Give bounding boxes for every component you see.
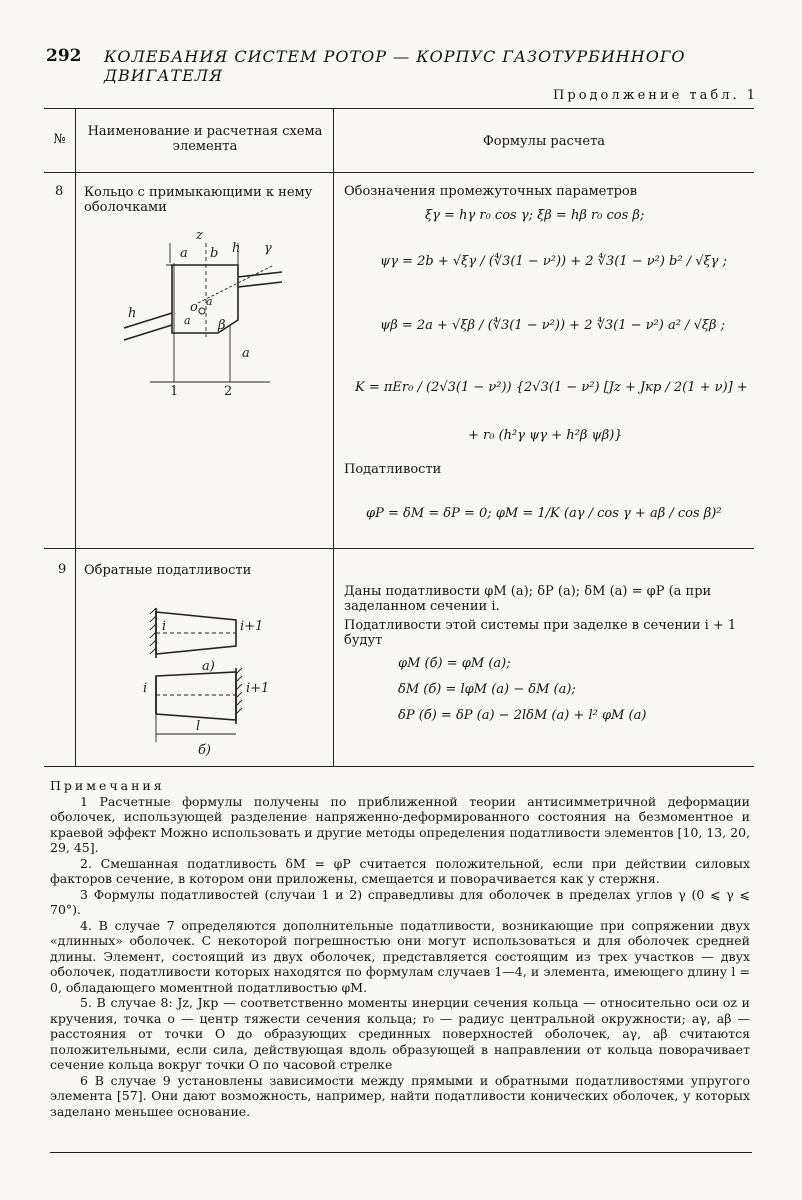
- note-1: 1 Расчетные формулы получены по приближенной теории антисимметричной деформации оболочек, использующей разделение напряженно-деформированного состояния на безмоментное и краевой эффект Можно использовать и другие методы определения податливости элементов [10, 13, 20, 29, 45].: [50, 793, 750, 855]
- row-9-formula-delta-p: δP (б) = δP (a) − 2lδM (a) + l² φM (a): [398, 708, 647, 723]
- row-8-compliance-title: Податливости: [344, 462, 442, 477]
- label-a-beta: a: [184, 314, 191, 327]
- running-title: КОЛЕБАНИЯ СИСТЕМ РОТОР — КОРПУС ГАЗОТУРБИННОГО ДВИГАТЕЛЯ: [104, 47, 686, 85]
- row-9-formula-delta-m: δM (б) = lφM (a) − δM (a);: [398, 682, 576, 697]
- label-h-gamma: h: [232, 241, 241, 256]
- label-case-b: б): [198, 743, 212, 758]
- note-3: 3 Формулы податливостей (случаи 1 и 2) справедливы для оболочек в пределах углов γ (0 ⩽ γ ⩽ 70°).: [50, 886, 750, 917]
- row-8-formula-k-tail: + r₀ (h²γ ψγ + h²β ψβ)}: [468, 428, 623, 443]
- label-a-gamma: a: [206, 295, 213, 308]
- row-8-formula-xi: ξγ = hγ r₀ cos γ; ξβ = hβ r₀ cos β;: [425, 208, 645, 223]
- note-4: 4. В случае 7 определяются дополнительные податливости, возникающие при сопряжении двух «длинных» оболочек. С некоторой погрешностью они могут использоваться и для оболочек средней длины. Элемент, состоящий из двух оболочек, представляется состоящим из трех участков — двух оболочек, податливости которых находятся по формулам случаев 1—4, и элемента, имеющего длину l = 0, обладающего моментной податливостью φM.: [50, 917, 750, 995]
- row-divider: [44, 548, 754, 549]
- row-9-formula-phi: φM (б) = φM (a);: [398, 656, 511, 671]
- label-i-a: i: [162, 619, 167, 634]
- row-8-formula-psi-beta: ψβ = 2a + √ξβ / (∜3(1 − ν²)) + 2 ∜3(1 − ν²) a² / √ξβ ;: [380, 318, 726, 333]
- notes-section: [50, 778, 750, 1119]
- note-2: 2. Смешанная податливость δM = φP считается положительной, если при действии силовых факторов сечение, в котором они приложены, смещается и поворачивается как у стержня.: [50, 855, 750, 886]
- label-b: b: [210, 246, 219, 261]
- notes-title: Примечания: [50, 778, 165, 793]
- column-divider-2: [333, 108, 334, 766]
- table-continuation: Продолжение табл. 1: [553, 88, 758, 103]
- row-9-name: Обратные податливости: [84, 563, 252, 578]
- page-number: 292: [46, 46, 82, 66]
- ring-shell-diagram: [110, 225, 310, 400]
- label-section-1: 1: [170, 384, 179, 399]
- label-h-beta: h: [128, 306, 137, 321]
- column-divider-1: [75, 108, 76, 766]
- reverse-compliance-diagram: [140, 600, 280, 760]
- row-8-formula-psi-gamma: ψγ = 2b + √ξγ / (∜3(1 − ν²)) + 2 ∜3(1 − ν²) b² / √ξγ ;: [380, 254, 727, 269]
- label-case-a: а): [202, 659, 215, 674]
- label-i1-a: i+1: [240, 619, 264, 634]
- note-5: 5. В случае 8: Jz, Jкр — соответственно моменты инерции сечения кольца — относительно оси oz и кручения, точка o — центр тяжести сечения кольца; r₀ — радиус центральной окружности; aγ, aβ — расстояния от точки O до образующих срединных поверхностей оболочек, aγ, aβ считаются положительными, если сила, действующая вдоль образующей в направлении от кольца поворачивает сечение кольца вокруг точки O по часовой стрелке: [50, 995, 750, 1072]
- label-o: o: [190, 300, 198, 315]
- row-8-number: 8: [55, 184, 64, 199]
- row-8-intro: Обозначения промежуточных параметров: [344, 184, 638, 199]
- table-top-rule: [44, 108, 754, 109]
- label-a: a: [180, 246, 188, 261]
- label-z: z: [196, 228, 203, 243]
- header-bottom-rule: [44, 172, 754, 173]
- row-9-given: Даны податливости φM (a); δP (a); δM (a) = φP (a при заделанном сечении i.: [344, 584, 712, 614]
- row-8-name: Кольцо с примыкающими к нему оболочками: [84, 185, 313, 215]
- row-9-number: 9: [58, 562, 67, 577]
- bottom-rule: [50, 1152, 752, 1153]
- col-header-name: Наименование и расчетная схема элемента: [87, 124, 323, 154]
- col-header-number: №: [53, 132, 66, 147]
- note-6: 6 В случае 9 установлены зависимости между прямыми и обратными податливостями упругого элемента [57]. Они дают возможность, например, найти податливости конических оболочек, у которых заделано меньшее основание.: [50, 1072, 750, 1119]
- row-8-formula-k: K = πEr₀ / (2√3(1 − ν²)) {2√3(1 − ν²) [Jz + Jкр / 2(1 + ν)] +: [355, 380, 748, 395]
- table-bottom-rule: [44, 766, 754, 767]
- row-9-given-2: Податливости этой системы при заделке в сечении i + 1 будут: [344, 618, 737, 648]
- label-length: l: [196, 719, 201, 734]
- label-a-dim: a: [242, 346, 250, 361]
- label-gamma: γ: [264, 241, 272, 256]
- col-header-formulas: Формулы расчета: [482, 134, 606, 149]
- label-section-2: 2: [224, 384, 233, 399]
- label-i-b: i: [143, 681, 148, 696]
- row-8-formula-phi: φP = δM = δP = 0; φM = 1/K (aγ / cos γ + aβ / cos β)²: [366, 506, 722, 521]
- label-beta: β: [218, 318, 226, 333]
- label-i1-b: i+1: [246, 681, 270, 696]
